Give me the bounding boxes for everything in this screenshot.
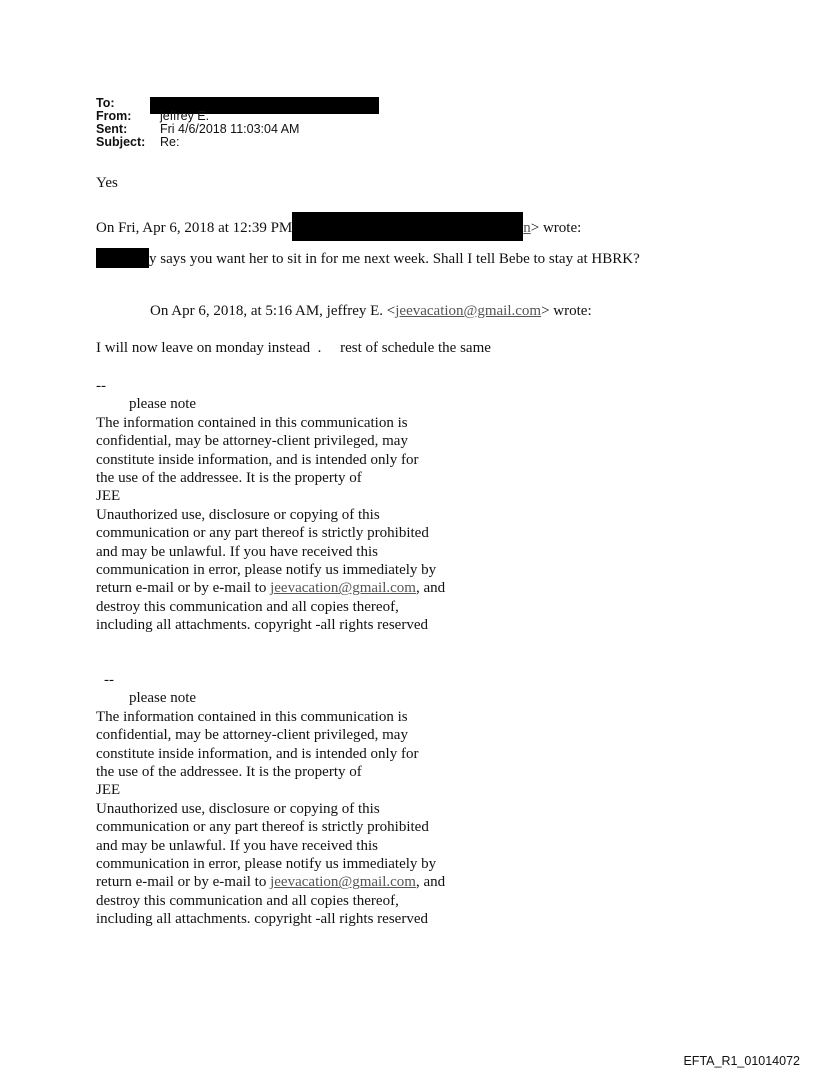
to-label: To: xyxy=(96,96,115,110)
signature-line: including all attachments. copyright -all rights reserved xyxy=(96,617,428,634)
quote2-body: I will now leave on monday instead . rest of schedule the same xyxy=(96,340,491,356)
signature-line: and may be unlawful. If you have received this xyxy=(96,543,378,560)
signature-line: destroy this communication and all copies thereof, xyxy=(96,892,399,909)
quote1-body xyxy=(96,248,640,268)
signature-line: communication or any part thereof is strictly prohibited xyxy=(96,525,429,542)
signature-line: including all attachments. copyright -all rights reserved xyxy=(96,911,428,928)
signature-line: communication in error, please notify us immediately by xyxy=(96,562,437,579)
reply-text: Yes xyxy=(96,175,118,191)
signature-return-line xyxy=(96,579,445,597)
return-prefix: return e-mail or by e-mail to xyxy=(96,580,271,597)
please-note: please note xyxy=(129,690,197,707)
signature-line: Unauthorized use, disclosure or copying of this xyxy=(96,800,380,817)
redaction-bar xyxy=(96,248,149,268)
signature-line: JEE xyxy=(96,782,121,799)
quote1-link-fragment[interactable]: n xyxy=(523,220,531,236)
signature-line: constitute inside information, and is intended only for xyxy=(96,745,419,762)
signature-dash: -- xyxy=(104,672,114,688)
redaction-bar xyxy=(292,212,523,241)
quote1-tail-char: y xyxy=(149,251,157,267)
signature-line: confidential, may be attorney-client privileged, may xyxy=(96,727,408,744)
quote2-prefix: On Apr 6, 2018, at 5:16 AM, jeffrey E. < xyxy=(150,303,396,319)
from-label: From: xyxy=(96,109,132,123)
signature-line: communication in error, please notify us immediately by xyxy=(96,856,437,873)
sent-label: Sent: xyxy=(96,122,128,136)
quote2-suffix: > wrote: xyxy=(541,303,592,319)
signature-line: The information contained in this communication is xyxy=(96,414,408,431)
signature-line: the use of the addressee. It is the property of xyxy=(96,764,362,781)
signature-line: and may be unlawful. If you have received this xyxy=(96,837,378,854)
signature-line: the use of the addressee. It is the property of xyxy=(96,470,362,487)
signature-email-link[interactable]: jeevacation@gmail.com xyxy=(270,874,416,891)
signature-line: Unauthorized use, disclosure or copying of this xyxy=(96,506,380,523)
quote1-text: says you want her to sit in for me next week. Shall I tell Bebe to stay at HBRK? xyxy=(156,251,640,267)
signature-line: The information contained in this communication is xyxy=(96,708,408,725)
signature-email-link[interactable]: jeevacation@gmail.com xyxy=(270,580,416,597)
sent-value: Fri 4/6/2018 11:03:04 AM xyxy=(160,122,300,136)
document-id: EFTA_R1_01014072 xyxy=(683,1054,800,1068)
signature-line: destroy this communication and all copies thereof, xyxy=(96,598,399,615)
return-suffix: , and xyxy=(415,874,446,891)
please-note: please note xyxy=(129,396,197,413)
signature-block-1 xyxy=(96,377,445,635)
quote1-suffix: > wrote: xyxy=(530,220,582,236)
signature-line: JEE xyxy=(96,488,121,505)
quote1-header xyxy=(96,212,581,241)
signature-line: constitute inside information, and is intended only for xyxy=(96,451,419,468)
quote2-email-link[interactable]: jeevacation@gmail.com xyxy=(395,303,542,319)
return-prefix: return e-mail or by e-mail to xyxy=(96,874,271,891)
signature-return-line xyxy=(96,873,445,891)
signature-dash: -- xyxy=(96,378,106,394)
quote2-header xyxy=(150,303,592,320)
quote1-prefix: On Fri, Apr 6, 2018 at 12:39 PM xyxy=(96,220,293,236)
signature-line: confidential, may be attorney-client privileged, may xyxy=(96,433,408,450)
signature-line: communication or any part thereof is strictly prohibited xyxy=(96,819,429,836)
signature-block-2 xyxy=(96,671,445,929)
subject-value: Re: xyxy=(160,135,180,149)
return-suffix: , and xyxy=(415,580,446,597)
subject-label: Subject: xyxy=(96,135,146,149)
from-value: jeffrey E. xyxy=(160,109,210,123)
